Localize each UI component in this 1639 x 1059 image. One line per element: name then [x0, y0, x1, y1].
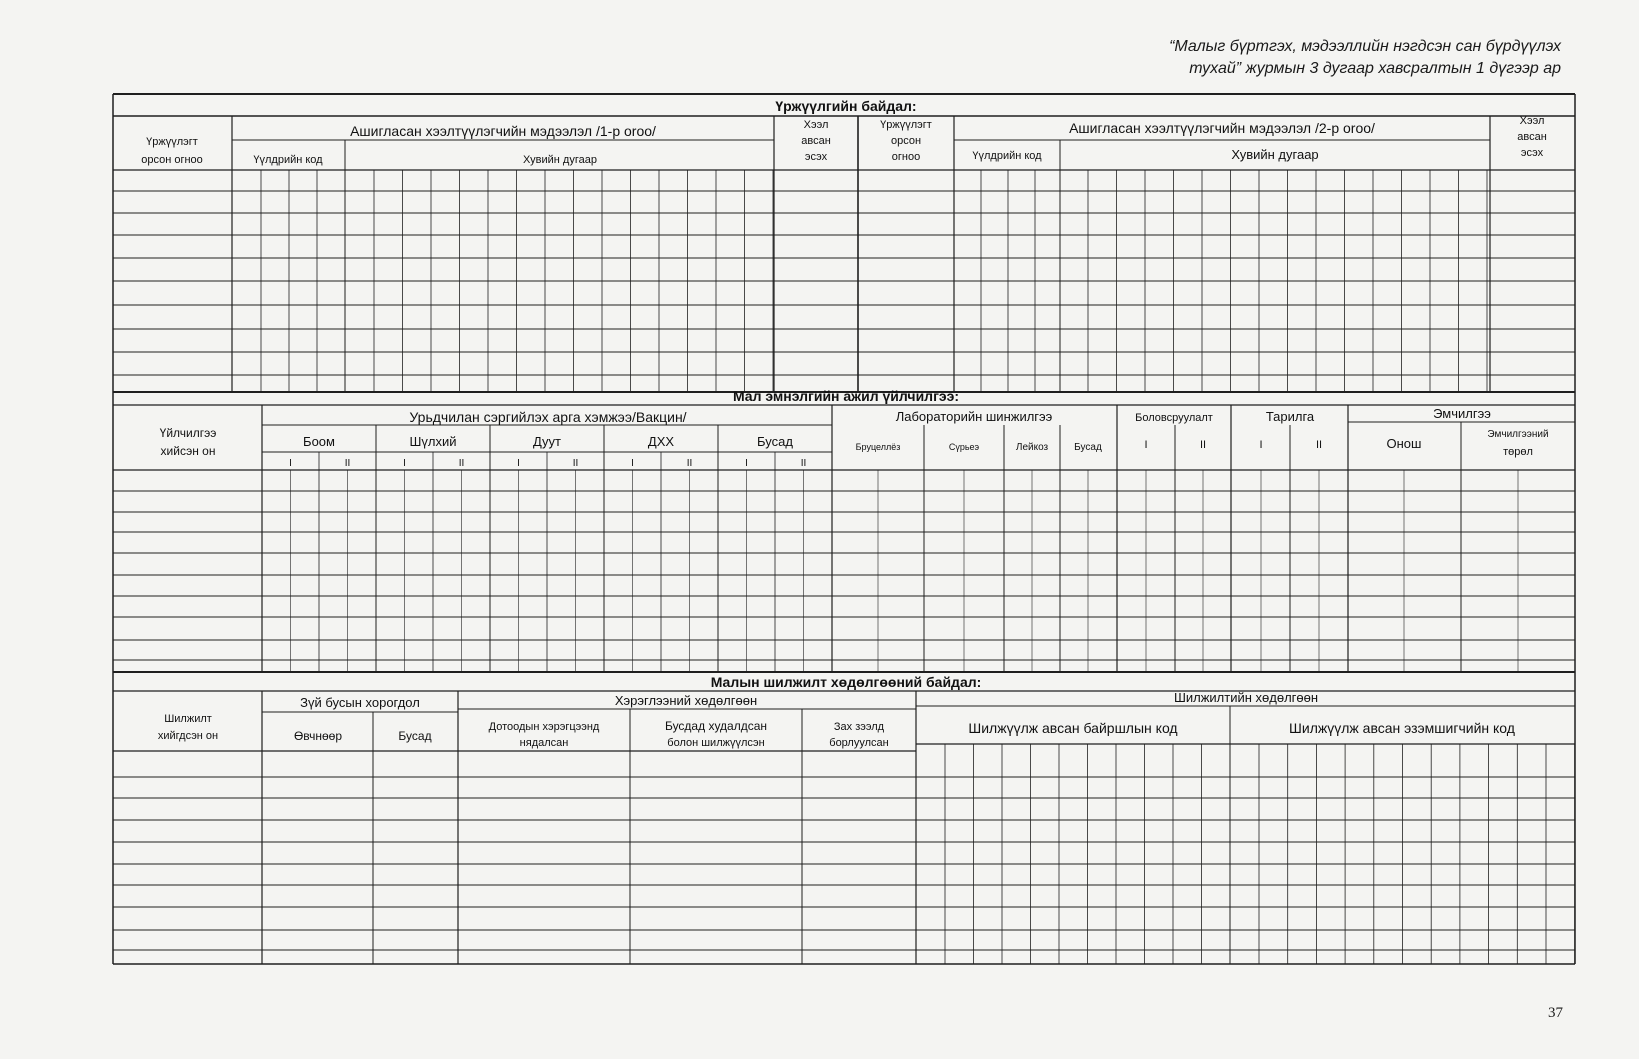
id-number2-label: Хувийн дугаар [1231, 147, 1319, 162]
service-year-label: хийсэн он [160, 444, 216, 458]
treatment-title: Боловсруулалт [1135, 412, 1213, 424]
loss-other-label: Бусад [398, 729, 432, 743]
section1-title: Үржүүлгийн байдал: [775, 98, 917, 114]
prevention-title: Урьдчилан сэргийлэх арга хэмжээ/Вакцин/ [409, 409, 687, 425]
round-label: I [631, 458, 634, 469]
move-year-label: Шилжилт [164, 713, 212, 725]
pregnant2-label: эсэх [1520, 147, 1544, 159]
use-export-label: Зах зээлд [833, 721, 885, 733]
lab-title: Лабораторийн шинжилгээ [895, 409, 1053, 424]
lab-item-label: Бусад [1074, 442, 1102, 453]
loss-disease-label: Өвчнөөр [293, 729, 343, 743]
transfer-title: Шилжилтийн хөдөлгөөн [1173, 690, 1319, 705]
vaccine-label: Боом [303, 434, 335, 449]
round-label: I [1259, 439, 1263, 451]
use-sold-label: болон шилжүүлсэн [667, 737, 765, 749]
round-label: II [1199, 439, 1207, 451]
col-date2-label: орсон [890, 135, 922, 147]
round-label: II [572, 458, 579, 469]
use-export-label: борлуулсан [829, 737, 889, 749]
pregnant-label: авсан [801, 135, 831, 147]
pregnant2-label: авсан [1517, 131, 1547, 143]
id-number-label: Хувийн дугаар [523, 154, 597, 166]
round-label: II [800, 458, 807, 469]
round-label: II [344, 458, 351, 469]
therapy-title: Эмчилгээ [1433, 406, 1491, 421]
round-label: II [686, 458, 693, 469]
male2-title: Ашигласан хээлтүүлэгчийн мэдээлэл /2-р oroo/ [1069, 120, 1375, 136]
use-internal-label: Дотоодын хэрэгцээнд [488, 721, 600, 733]
service-year-label: Үйлчилгээ [159, 426, 217, 440]
round-label: II [458, 458, 465, 469]
pregnant-label: эсэх [804, 151, 828, 163]
vaccine-label: Шүлхий [409, 434, 457, 449]
male1-title: Ашигласан хээлтүүлэгчийн мэдээлэл /1-р оroo/ [350, 123, 656, 139]
page-number: 37 [1548, 1005, 1563, 1021]
therapy-type-label: Эмчилгээний [1487, 429, 1549, 440]
col-date-label: орсон огноо [141, 154, 203, 166]
round-label: I [403, 458, 406, 469]
vaccine-label: ДХХ [647, 434, 675, 449]
vaccine-label: Бусад [757, 434, 793, 449]
header-note-line2: тухай” журмын 3 дугаар хавсралтын 1 дүгээр ар [1189, 60, 1561, 77]
lab-item-label: Бруцеллёз [855, 442, 901, 452]
col-date2-label: Үржүүлэгт [880, 119, 932, 131]
breed-code2-label: Үүлдрийн код [972, 150, 1042, 162]
round-label: I [1144, 439, 1148, 451]
use-internal-label: нядалсан [519, 737, 569, 749]
lab-item-label: Лейкоз [1015, 442, 1049, 453]
transfer-location-label: Шилжүүлж авсан байршлын код [968, 720, 1178, 736]
form-labels [141, 98, 1548, 749]
transfer-owner-label: Шилжүүлж авсан эзэмшигчийн код [1289, 720, 1515, 736]
use-title: Хэрэглээний хөдөлгөөн [614, 693, 758, 708]
form-grid-lines [113, 94, 1575, 964]
use-sold-label: Бусдад худалдсан [664, 719, 768, 733]
round-label: I [289, 458, 292, 469]
round-label: II [1315, 439, 1323, 451]
lab-item-label: Сүрьеэ [948, 442, 980, 452]
pregnant-label: Хээл [803, 119, 829, 131]
pregnant2-label: Хээл [1519, 115, 1545, 127]
injection-title: Тарилга [1265, 409, 1315, 424]
round-label: I [517, 458, 520, 469]
breed-code-label: Үүлдрийн код [253, 154, 323, 166]
col-date2-label: огноо [891, 151, 921, 163]
header-note-line1: “Малыг бүртгэх, мэдээллийн нэгдсэн сан бүрдүүлэх [1169, 38, 1561, 55]
vaccine-label: Дуут [532, 434, 562, 449]
section3-title: Малын шилжилт хөдөлгөөний байдал: [710, 674, 982, 690]
round-label: I [745, 458, 748, 469]
diagnosis-label: Онош [1386, 436, 1422, 451]
loss-title: Зүй бусын хорогдол [300, 695, 420, 710]
section2-title: Мал эмнэлгийн ажил үйлчилгээ: [732, 388, 960, 404]
therapy-type-label: төрөл [1503, 446, 1533, 458]
col-date-label: Үржүүлэгт [146, 136, 198, 148]
move-year-label: хийгдсэн он [157, 730, 219, 742]
